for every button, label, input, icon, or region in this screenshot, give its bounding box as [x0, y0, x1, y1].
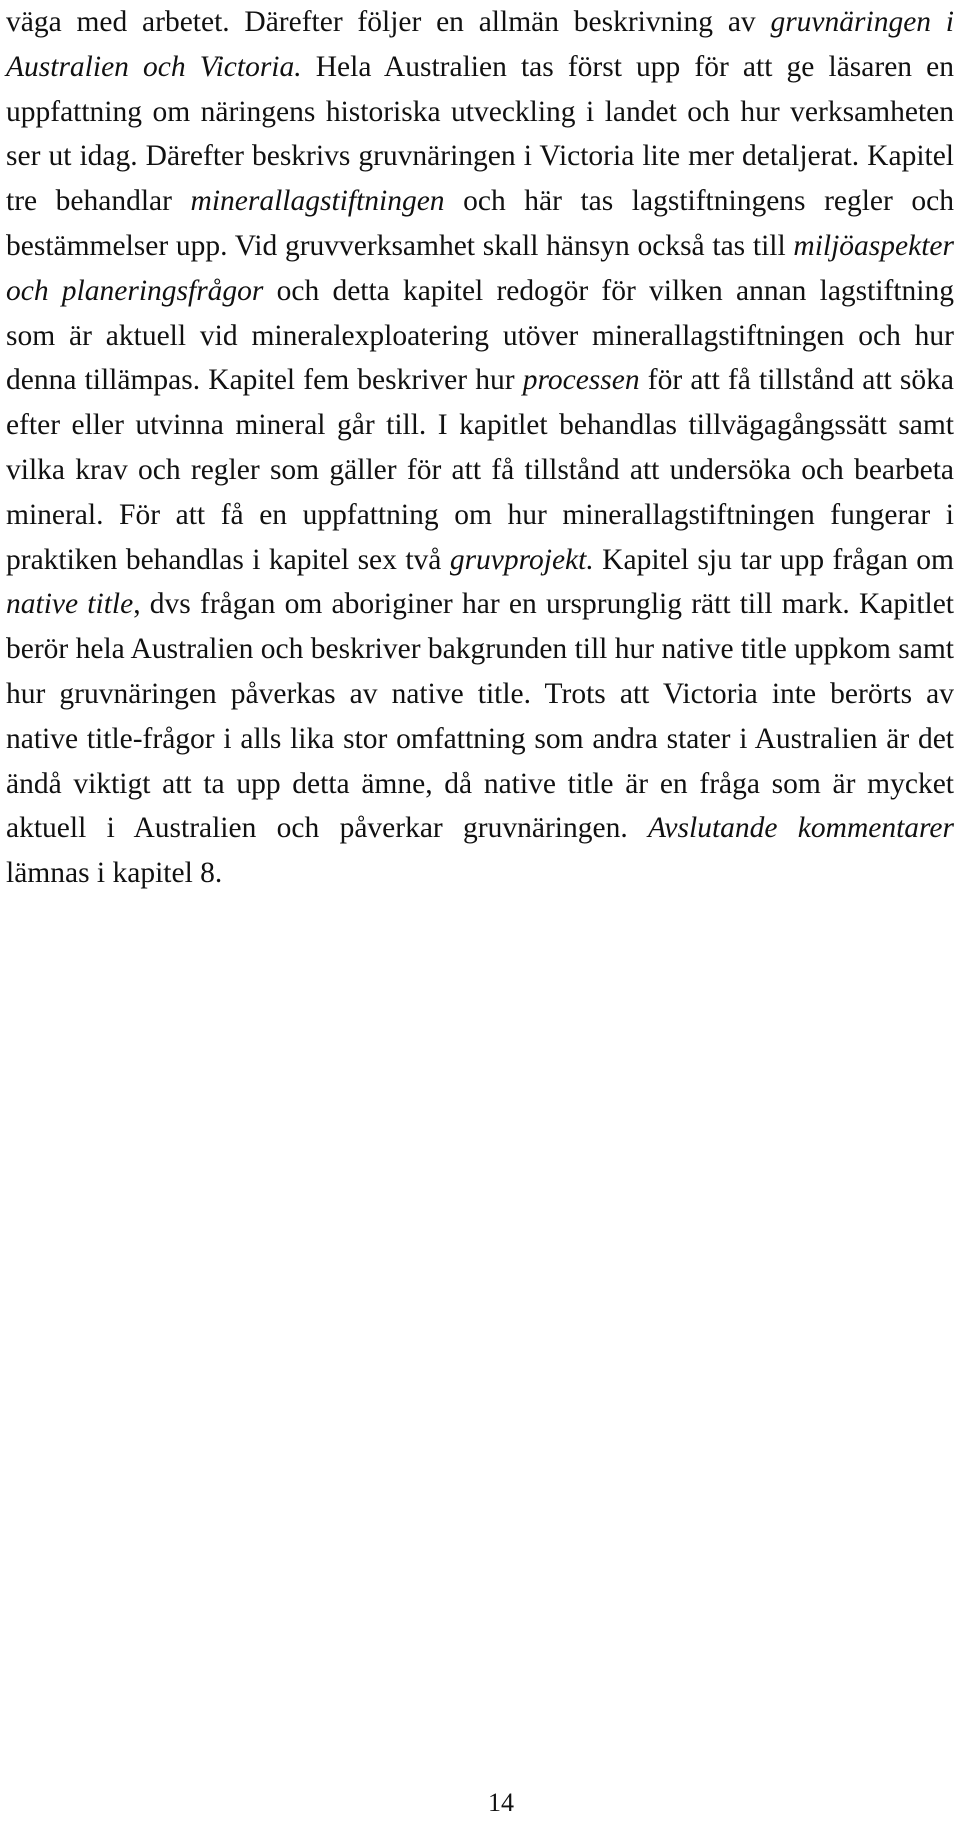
text-segment: lämnas i kapitel 8.	[6, 857, 223, 890]
italic-term-minerallagstiftningen: minerallagstiftningen	[190, 185, 445, 218]
italic-term-gruvprojekt: gruvprojekt.	[449, 543, 594, 576]
text-segment: och detta kapitel redogör för vilken annan lagstiftning som är aktuell vid mineralexploatering utöver minerallagstiftningen och hur denna tillämpas. Kapitel fem beskriver hur	[6, 274, 955, 397]
italic-term-gruvnaringen: gruvnäringen i Australien och Victoria.	[6, 6, 954, 83]
italic-term-avslutande-kommentarer: Avslutande kommentarer	[648, 812, 954, 845]
italic-term-miljoaspekter: miljöaspekter och planeringsfrågor	[6, 229, 954, 307]
text-segment: , dvs frågan om aboriginer har en ursprunglig rätt till mark. Kapitlet berör hela Australien och beskriver bakgrunden till hur native title uppkom samt hur gruvnäringen påverkas av native title. Trots att Victoria inte berörts av native title-frågor i alls lika stor omfattning som andra stater i Australien är det ändå viktigt att ta upp detta ämne, då native title är en fråga som är mycket aktuell i Australien och påverkar gruvnäringen.	[6, 588, 955, 845]
italic-term-native-title: native title	[6, 588, 134, 621]
text-segment: Kapitel sju tar upp frågan om	[593, 543, 954, 576]
text-segment: Hela Australien tas först upp för att ge läsaren en uppfattning om näringens historiska utveckling i landet och hur verksamheten ser ut idag. Därefter beskrivs gruvnäringen i Victoria lite mer detaljerat. Kapitel tre behandlar	[6, 50, 954, 218]
page-number: 14	[488, 1788, 514, 1817]
text-segment: väga med arbetet. Därefter följer en allmän beskrivning av	[6, 6, 771, 38]
body-paragraph	[6, 0, 954, 896]
italic-term-processen: processen	[522, 364, 640, 397]
text-segment: och här tas lagstiftningens regler och bestämmelser upp. Vid gruvverksamhet skall hänsyn också tas till	[6, 185, 954, 262]
text-segment: för att få tillstånd att söka efter eller utvinna mineral går till. I kapitlet behandlas tillvägagångssätt samt vilka krav och regler som gäller för att få tillstånd att undersöka och bearbeta mineral. För att få en uppfattning om hur minerallagstiftningen fungerar i praktiken behandlas i kapitel sex två	[6, 364, 954, 576]
